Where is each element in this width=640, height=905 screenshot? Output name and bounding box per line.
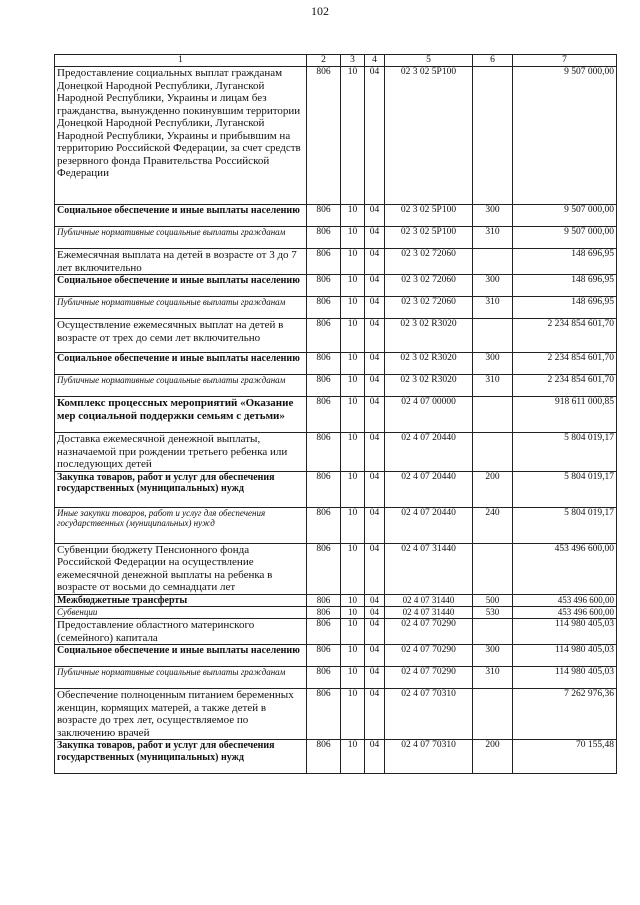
row-name-cell: Доставка ежемесячной денежной выплаты, назначаемой при рождении третьего ребенка или последующих детей (55, 433, 307, 472)
row-subsection-cell: 04 (365, 471, 385, 507)
table-row (55, 67, 617, 205)
row-name-cell: Субвенции (55, 607, 307, 619)
row-target-code-cell: 02 3 02 5P100 (385, 67, 473, 205)
row-subsection-cell: 04 (365, 375, 385, 397)
row-target-code-cell: 02 3 02 5P100 (385, 205, 473, 227)
row-code-cell: 806 (307, 689, 341, 740)
row-subsection-cell: 04 (365, 397, 385, 433)
row-amount-cell: 148 696,95 (513, 275, 617, 297)
table-row (55, 319, 617, 353)
row-name-cell: Обеспечение полноценным питанием беременных женщин, кормящих матерей, а также детей в возрасте до трех лет, осуществляемое по заключению врачей (55, 689, 307, 740)
row-target-code-cell: 02 3 02 5P100 (385, 227, 473, 249)
row-target-code-cell: 02 4 07 31440 (385, 607, 473, 619)
row-name-cell: Социальное обеспечение и иные выплаты населению (55, 205, 307, 227)
row-amount-cell: 114 980 405,03 (513, 619, 617, 645)
row-expense-type-cell: 310 (473, 227, 513, 249)
row-expense-type-cell: 300 (473, 645, 513, 667)
table-row (55, 227, 617, 249)
row-code-cell: 806 (307, 507, 341, 543)
row-subsection-cell: 04 (365, 740, 385, 774)
row-code-cell: 806 (307, 594, 341, 607)
row-code-cell: 806 (307, 433, 341, 472)
row-expense-type-cell: 310 (473, 375, 513, 397)
row-code-cell: 806 (307, 227, 341, 249)
header-cell: 7 (513, 55, 617, 67)
row-amount-cell: 2 234 854 601,70 (513, 319, 617, 353)
row-amount-cell: 114 980 405,03 (513, 645, 617, 667)
row-name-cell: Предоставление областного материнского (семейного) капитала (55, 619, 307, 645)
row-section-cell: 10 (341, 607, 365, 619)
row-expense-type-cell: 300 (473, 353, 513, 375)
row-name-cell: Социальное обеспечение и иные выплаты населению (55, 275, 307, 297)
row-expense-type-cell (473, 397, 513, 433)
row-subsection-cell: 04 (365, 433, 385, 472)
row-subsection-cell: 04 (365, 594, 385, 607)
table-row (55, 594, 617, 607)
row-code-cell: 806 (307, 297, 341, 319)
row-code-cell: 806 (307, 543, 341, 594)
row-target-code-cell: 02 4 07 31440 (385, 594, 473, 607)
row-expense-type-cell: 200 (473, 740, 513, 774)
row-target-code-cell: 02 4 07 20440 (385, 433, 473, 472)
row-name-cell: Закупка товаров, работ и услуг для обеспечения государственных (муниципальных) нужд (55, 471, 307, 507)
row-subsection-cell: 04 (365, 319, 385, 353)
row-subsection-cell: 04 (365, 249, 385, 275)
row-section-cell: 10 (341, 619, 365, 645)
row-name-cell: Предоставление социальных выплат гражданам Донецкой Народной Республики, Луганской Народной Республики, Украины и лицам без гражданства, вынужденно покинувшим территории Донецкой Народной Республики, Луганской Народной Республики, Украины и прибывшим на территорию Российской Федерации, за счет средств резервного фонда Правительства Российской Федерации (55, 67, 307, 205)
table-row (55, 471, 617, 507)
row-target-code-cell: 02 4 07 70310 (385, 740, 473, 774)
table-row (55, 249, 617, 275)
header-row (55, 55, 617, 67)
header-cell: 5 (385, 55, 473, 67)
row-code-cell: 806 (307, 667, 341, 689)
row-amount-cell: 9 507 000,00 (513, 67, 617, 205)
row-expense-type-cell: 300 (473, 205, 513, 227)
row-target-code-cell: 02 3 02 72060 (385, 275, 473, 297)
table-row (55, 543, 617, 594)
row-target-code-cell: 02 4 07 20440 (385, 507, 473, 543)
row-name-cell: Закупка товаров, работ и услуг для обеспечения государственных (муниципальных) нужд (55, 740, 307, 774)
header-cell: 3 (341, 55, 365, 67)
row-section-cell: 10 (341, 227, 365, 249)
row-expense-type-cell: 200 (473, 471, 513, 507)
row-section-cell: 10 (341, 645, 365, 667)
row-code-cell: 806 (307, 319, 341, 353)
table-row (55, 667, 617, 689)
row-expense-type-cell: 530 (473, 607, 513, 619)
row-amount-cell: 2 234 854 601,70 (513, 375, 617, 397)
row-name-cell: Осуществление ежемесячных выплат на детей в возрасте от трех до семи лет включительно (55, 319, 307, 353)
row-expense-type-cell: 300 (473, 275, 513, 297)
row-section-cell: 10 (341, 319, 365, 353)
row-amount-cell: 453 496 600,00 (513, 607, 617, 619)
row-amount-cell: 453 496 600,00 (513, 543, 617, 594)
row-expense-type-cell (473, 543, 513, 594)
row-subsection-cell: 04 (365, 227, 385, 249)
row-expense-type-cell: 500 (473, 594, 513, 607)
row-target-code-cell: 02 4 07 70310 (385, 689, 473, 740)
row-expense-type-cell (473, 619, 513, 645)
row-amount-cell: 7 262 976,36 (513, 689, 617, 740)
header-cell: 2 (307, 55, 341, 67)
row-subsection-cell: 04 (365, 67, 385, 205)
row-name-cell: Публичные нормативные социальные выплаты гражданам (55, 667, 307, 689)
row-name-cell: Комплекс процессных мероприятий «Оказание мер социальной поддержки семьям с детьми» (55, 397, 307, 433)
row-name-cell: Социальное обеспечение и иные выплаты населению (55, 353, 307, 375)
row-code-cell: 806 (307, 249, 341, 275)
row-code-cell: 806 (307, 375, 341, 397)
row-section-cell: 10 (341, 397, 365, 433)
header-cell: 1 (55, 55, 307, 67)
row-amount-cell: 148 696,95 (513, 297, 617, 319)
row-target-code-cell: 02 4 07 70290 (385, 619, 473, 645)
row-section-cell: 10 (341, 297, 365, 319)
row-code-cell: 806 (307, 619, 341, 645)
row-amount-cell: 9 507 000,00 (513, 227, 617, 249)
row-name-cell: Иные закупки товаров, работ и услуг для обеспечения государственных (муниципальных) нужд (55, 507, 307, 543)
row-code-cell: 806 (307, 67, 341, 205)
row-subsection-cell: 04 (365, 689, 385, 740)
row-section-cell: 10 (341, 667, 365, 689)
row-section-cell: 10 (341, 375, 365, 397)
row-subsection-cell: 04 (365, 667, 385, 689)
row-target-code-cell: 02 3 02 72060 (385, 249, 473, 275)
row-name-cell: Публичные нормативные социальные выплаты гражданам (55, 297, 307, 319)
row-section-cell: 10 (341, 543, 365, 594)
row-section-cell: 10 (341, 249, 365, 275)
table-row (55, 689, 617, 740)
row-target-code-cell: 02 3 02 72060 (385, 297, 473, 319)
row-name-cell: Социальное обеспечение и иные выплаты населению (55, 645, 307, 667)
table-row (55, 397, 617, 433)
row-code-cell: 806 (307, 471, 341, 507)
row-expense-type-cell: 310 (473, 297, 513, 319)
row-section-cell: 10 (341, 507, 365, 543)
row-amount-cell: 148 696,95 (513, 249, 617, 275)
row-section-cell: 10 (341, 471, 365, 507)
row-section-cell: 10 (341, 433, 365, 472)
row-code-cell: 806 (307, 397, 341, 433)
row-code-cell: 806 (307, 740, 341, 774)
row-expense-type-cell: 240 (473, 507, 513, 543)
table-row (55, 205, 617, 227)
row-name-cell: Ежемесячная выплата на детей в возрасте от 3 до 7 лет включительно (55, 249, 307, 275)
row-code-cell: 806 (307, 353, 341, 375)
row-code-cell: 806 (307, 205, 341, 227)
table-row (55, 433, 617, 472)
row-section-cell: 10 (341, 594, 365, 607)
table-row (55, 275, 617, 297)
row-amount-cell: 9 507 000,00 (513, 205, 617, 227)
row-target-code-cell: 02 3 02 R3020 (385, 353, 473, 375)
table-row (55, 507, 617, 543)
row-expense-type-cell (473, 689, 513, 740)
row-amount-cell: 918 611 000,85 (513, 397, 617, 433)
row-subsection-cell: 04 (365, 507, 385, 543)
row-name-cell: Субвенции бюджету Пенсионного фонда Российской Федерации на осуществление ежемесячной денежной выплаты на ребенка в возрасте от восьми до семнадцати лет (55, 543, 307, 594)
row-subsection-cell: 04 (365, 645, 385, 667)
row-section-cell: 10 (341, 67, 365, 205)
row-expense-type-cell (473, 67, 513, 205)
row-amount-cell: 453 496 600,00 (513, 594, 617, 607)
table-row (55, 645, 617, 667)
row-section-cell: 10 (341, 353, 365, 375)
row-target-code-cell: 02 4 07 00000 (385, 397, 473, 433)
row-amount-cell: 5 804 019,17 (513, 507, 617, 543)
row-name-cell: Публичные нормативные социальные выплаты гражданам (55, 375, 307, 397)
row-code-cell: 806 (307, 607, 341, 619)
row-expense-type-cell: 310 (473, 667, 513, 689)
row-subsection-cell: 04 (365, 297, 385, 319)
table-row (55, 353, 617, 375)
row-amount-cell: 5 804 019,17 (513, 433, 617, 472)
row-expense-type-cell (473, 433, 513, 472)
row-section-cell: 10 (341, 689, 365, 740)
row-target-code-cell: 02 4 07 31440 (385, 543, 473, 594)
row-code-cell: 806 (307, 645, 341, 667)
row-section-cell: 10 (341, 275, 365, 297)
row-expense-type-cell (473, 319, 513, 353)
row-section-cell: 10 (341, 205, 365, 227)
table-row (55, 375, 617, 397)
row-subsection-cell: 04 (365, 607, 385, 619)
row-amount-cell: 70 155,48 (513, 740, 617, 774)
row-section-cell: 10 (341, 740, 365, 774)
row-code-cell: 806 (307, 275, 341, 297)
row-subsection-cell: 04 (365, 205, 385, 227)
row-name-cell: Публичные нормативные социальные выплаты гражданам (55, 227, 307, 249)
header-cell: 4 (365, 55, 385, 67)
row-expense-type-cell (473, 249, 513, 275)
row-target-code-cell: 02 4 07 70290 (385, 645, 473, 667)
table-row (55, 740, 617, 774)
row-subsection-cell: 04 (365, 275, 385, 297)
row-target-code-cell: 02 4 07 20440 (385, 471, 473, 507)
row-name-cell: Межбюджетные трансферты (55, 594, 307, 607)
table-row (55, 619, 617, 645)
row-subsection-cell: 04 (365, 353, 385, 375)
header-cell: 6 (473, 55, 513, 67)
row-subsection-cell: 04 (365, 543, 385, 594)
table-row (55, 297, 617, 319)
page-number: 102 (311, 4, 329, 18)
budget-table (54, 54, 617, 774)
table-row (55, 607, 617, 619)
row-amount-cell: 114 980 405,03 (513, 667, 617, 689)
row-target-code-cell: 02 3 02 R3020 (385, 319, 473, 353)
row-amount-cell: 2 234 854 601,70 (513, 353, 617, 375)
row-target-code-cell: 02 3 02 R3020 (385, 375, 473, 397)
row-amount-cell: 5 804 019,17 (513, 471, 617, 507)
row-target-code-cell: 02 4 07 70290 (385, 667, 473, 689)
row-subsection-cell: 04 (365, 619, 385, 645)
